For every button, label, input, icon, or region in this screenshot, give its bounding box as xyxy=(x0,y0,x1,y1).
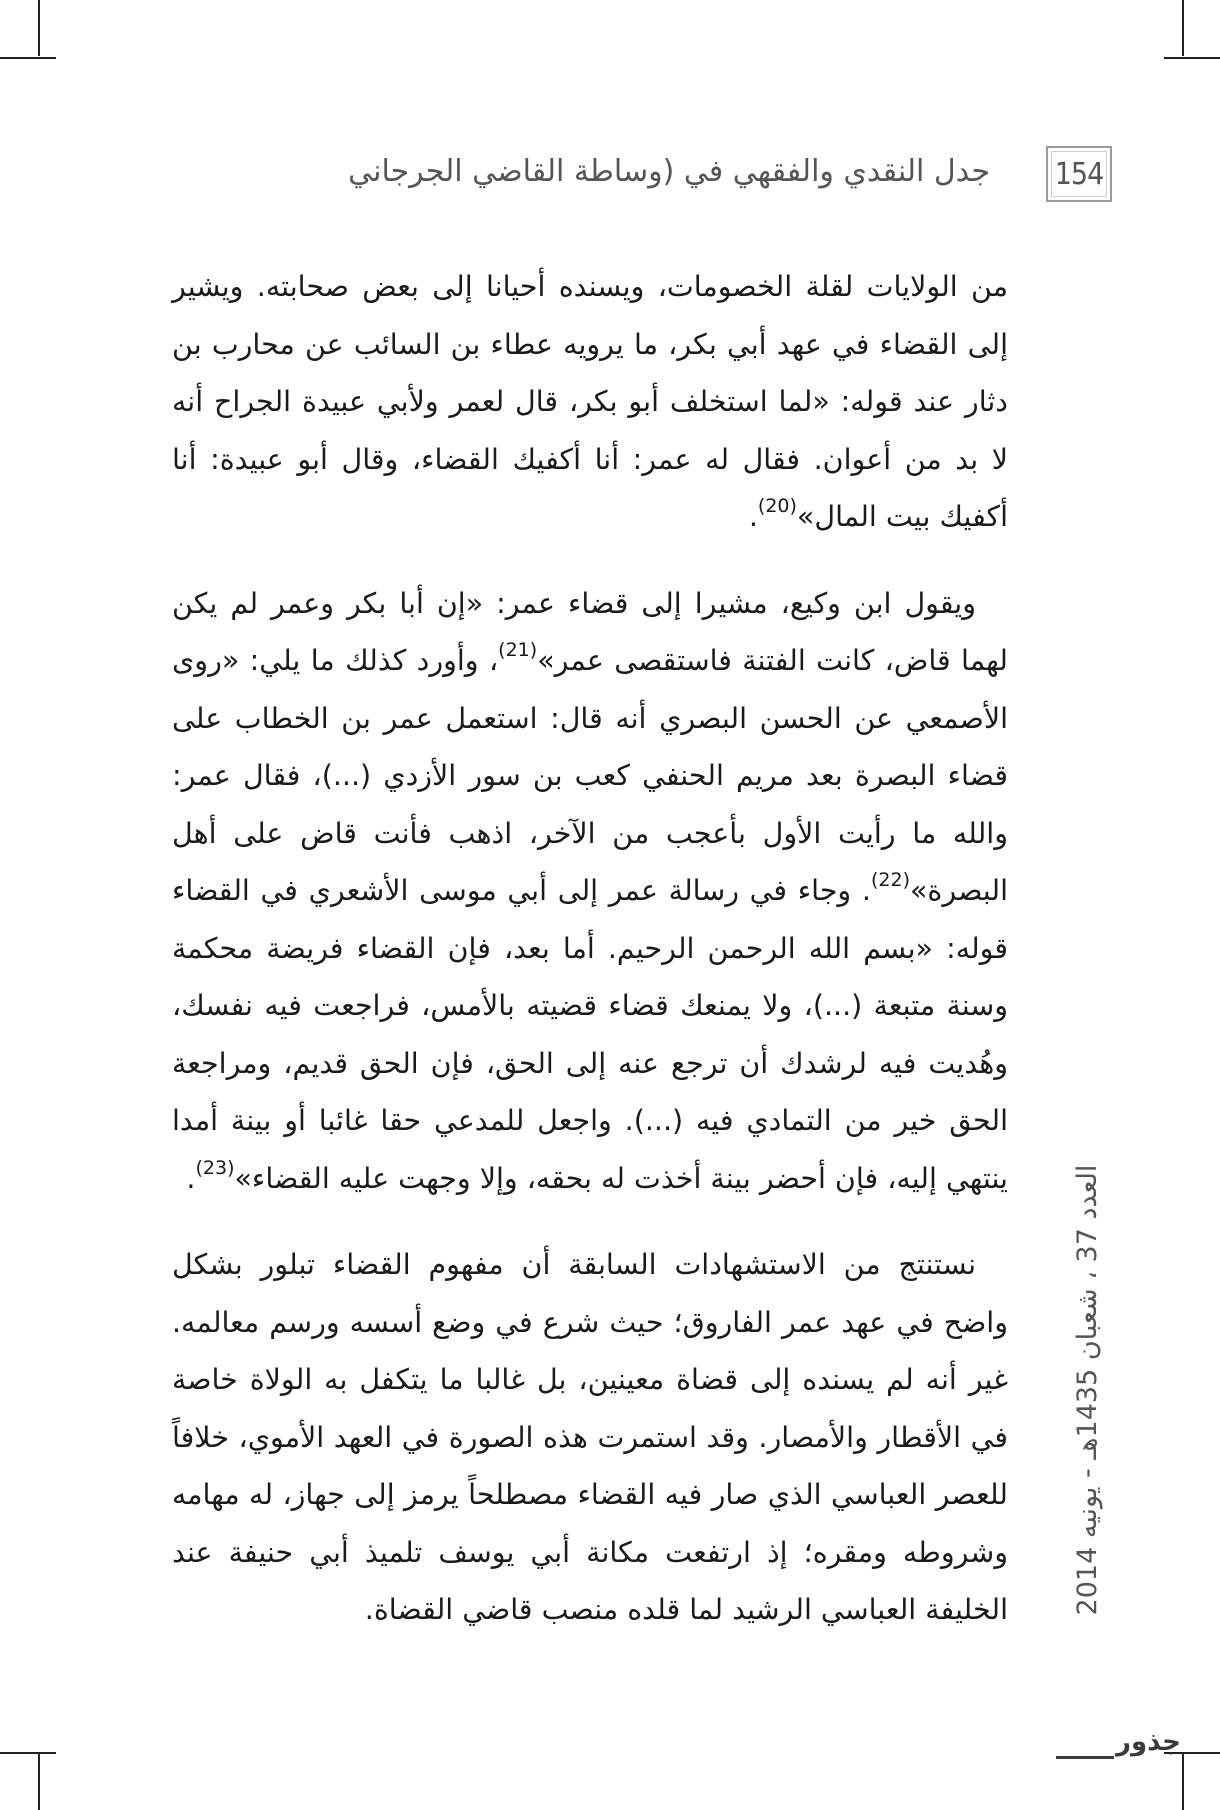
paragraph-2-text-b: ، وأورد كذلك ما يلي: «روى الأصمعي عن الحسن البصري أنه قال: استعمل عمر بن الخطاب على قضاء البصرة بعد مريم الحنفي كعب بن سور الأزدي (...)، فقال عمر: والله ما رأيت الأول بأعجب من الآخر، اذهب فأنت قاض على أهل البصرة» xyxy=(172,644,1008,907)
crop-mark-bottom-left-h xyxy=(0,1752,56,1754)
crop-mark-top-right xyxy=(1182,0,1184,56)
footnote-ref-21[interactable]: (21) xyxy=(498,639,538,661)
article-body xyxy=(172,258,1008,1668)
crop-mark-bottom-right xyxy=(1182,1754,1184,1810)
paragraph-3: نستنتج من الاستشهادات السابقة أن مفهوم القضاء تبلور بشكل واضح في عهد عمر الفاروق؛ حيث شرع في وضع أسسه ورسم معالمه. غير أنه لم يسنده إلى قضاة معينين، بل غالبا ما يتكفل به الولاة خاصة في الأقطار والأمصار. وقد استمرت هذه الصورة في العهد الأموي، خلافاً للعصر العباسي الذي صار فيه القضاء مصطلحاً يرمز إلى جهاز، له مهامه وشروطه ومقره؛ إذ ارتفعت مكانة أبي يوسف تلميذ أبي حنيفة عند الخليفة العباسي الرشيد لما قلده منصب قاضي القضاة. xyxy=(172,1248,1008,1626)
paragraph-2-text-a: ويقول ابن وكيع، مشيرا إلى قضاء عمر: «إن أبا بكر وعمر لم يكن لهما قاض، كانت الفتنة فاستقصى عمر» xyxy=(172,586,1008,677)
crop-mark-bottom-left xyxy=(38,1754,40,1810)
footnote-ref-23[interactable]: (23) xyxy=(195,1156,235,1179)
paragraph-1-end: . xyxy=(748,500,758,533)
journal-logo-icon xyxy=(1052,1712,1181,1768)
paragraph-2-end: . xyxy=(186,1161,196,1195)
paragraph-1-text: من الولايات لقلة الخصومات، ويسنده أحيانا إلى بعض صحابته. ويشير إلى القضاء في عهد أبي بكر، ما يرويه عطاء بن السائب عن محارب بن دثار عند قوله: «لما استخلف أبو بكر، قال لعمر ولأبي عبيدة الجراح أنه لا بد من أعوان. فقال له عمر: أنا أكفيك القضاء، وقال أبو عبيدة: أنا أكفيك بيت المال» xyxy=(172,270,1008,533)
footnote-ref-22[interactable]: (22) xyxy=(870,869,910,891)
page-number: 154 xyxy=(1046,146,1112,202)
paragraph-2 xyxy=(172,575,1008,1208)
issue-info-vertical: العدد 37 ، شعبان 1435هـ - يونيه 2014 xyxy=(1072,1164,1103,1616)
crop-mark-top-right-h xyxy=(1164,57,1220,59)
journal-logo-text: جذور xyxy=(1116,1727,1181,1757)
crop-mark-top-left xyxy=(38,0,40,56)
running-header-title: جدل النقدي والفقهي في (وساطة القاضي الجرجاني xyxy=(348,154,990,189)
footnote-ref-20[interactable]: (20) xyxy=(757,495,797,517)
paragraph-2-text-c: . وجاء في رسالة عمر إلى أبي موسى الأشعري في القضاء قوله: «بسم الله الرحمن الرحيم. أما بعد، فإن القضاء فريضة محكمة وسنة متبعة (...)، ولا يمنعك قضاء قضيته بالأمس، فراجعت فيه نفسك، وهُديت فيه لرشدك أن ترجع عنه إلى الحق، فإن الحق قديم، ومراجعة الحق خير من التمادي فيه (...). واجعل للمدعي حقا غائبا أو بينة أمدا ينتهي إليه، فإن أحضر بينة أخذت له بحقه، وإلا وجهت عليه القضاء» xyxy=(172,874,1008,1195)
paragraph-1 xyxy=(172,258,1008,546)
crop-mark-top-left-h xyxy=(0,57,56,59)
